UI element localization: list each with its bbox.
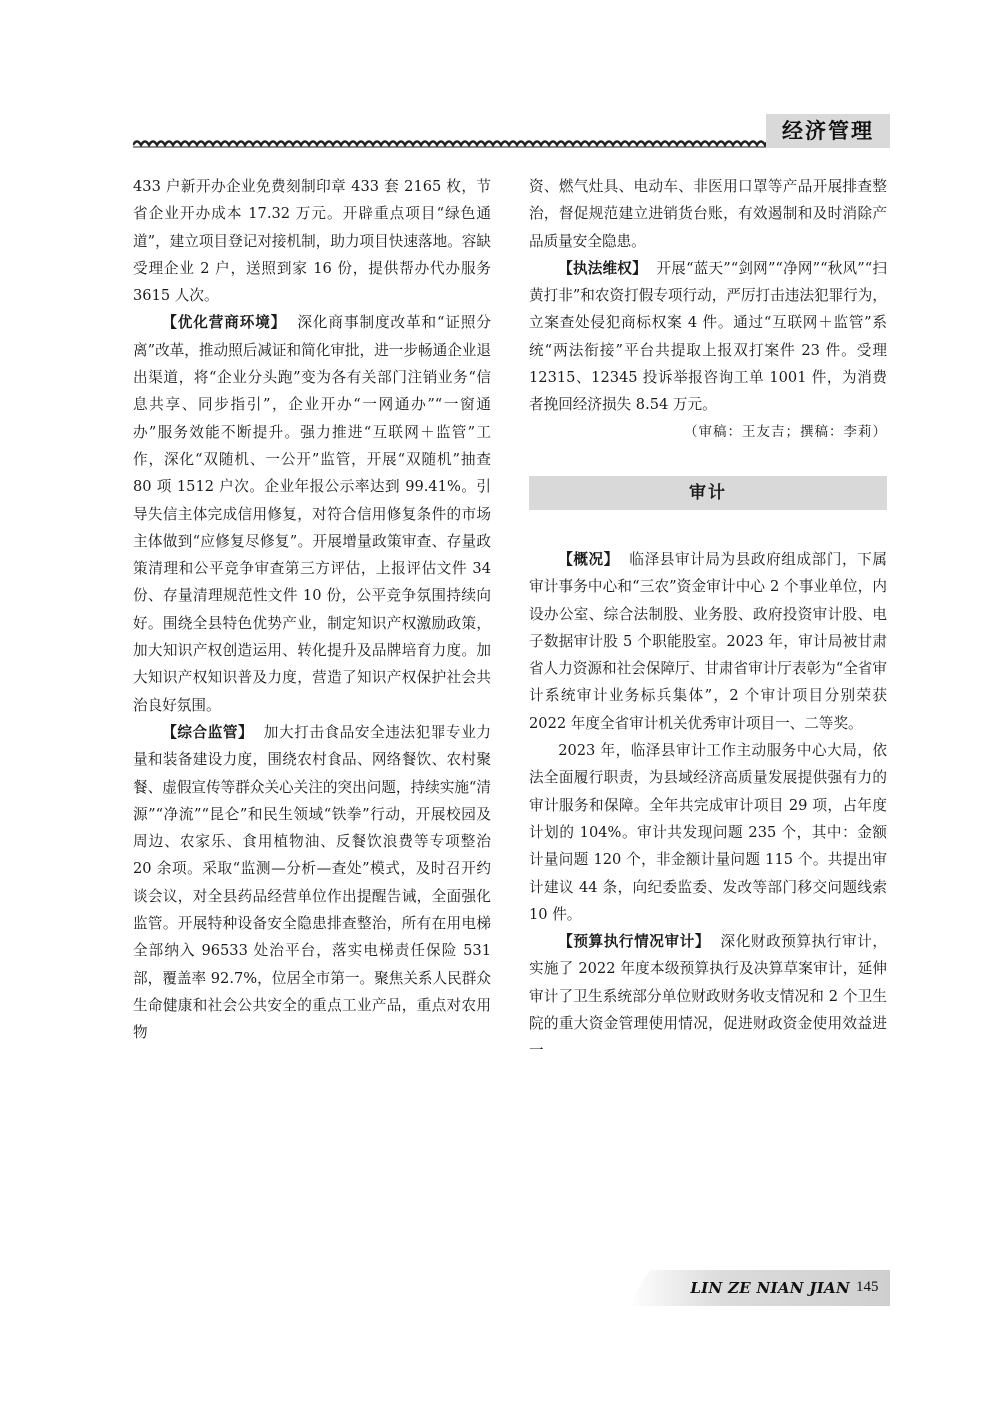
paragraph-text: 加大打击食品安全违法犯罪专业力量和装备建设力度，围绕农村食品、网络餐饮、农村聚餐、虚假宣传等群众关心关注的突出问题，持续实施“清源”“净流”“昆仑”和民生领域“铁拳”行动，开展校园及周边、农家乐、食用植物油、反餐饮浪费等专项整治 20 余项。采取“监测—分析—查处”模式，及时召开约谈会议，对全县药品经营单位作出提醒告诫，全面强化监管。开展特种设备安全隐患排查整治，所有在用电梯全部纳入 96533 处治平台，落实电梯责任保险 531 部，覆盖率 92.7%，位居全市第一。聚焦关系人民群众生命健康和社会公共安全的重点工业产品，重点对农用物 bbox=[133, 723, 491, 1042]
journal-name: LIN ZE NIAN JIAN bbox=[690, 1279, 850, 1297]
paragraph-overview bbox=[529, 546, 887, 737]
paragraph-law-enforcement bbox=[529, 255, 887, 419]
section-title-tab: 经济管理 bbox=[766, 114, 890, 148]
left-column bbox=[133, 173, 491, 1047]
paragraph-continued: 433 户新开办企业免费刻制印章 433 套 2165 枚，节省企业开办成本 17.32 万元。开辟重点项目“绿色通道”，建立项目登记对接机制，助力项目快速落地。容缺受理企业 2 户，送照到家 16 份，提供帮办代办服务 3615 人次。 bbox=[133, 178, 491, 305]
paragraph-tag: 【概况】 bbox=[558, 550, 619, 568]
paragraph-text: 开展“蓝天”“剑网”“净网”“秋风”“扫黄打非”和农资打假专项行动，严厉打击违法犯罪行为，立案查处侵犯商标权案 4 件。通过“互联网＋监管”系统“两法衔接”平台共提取上报双打案件 23 件。受理 12315、12345 投诉举报咨询工单 1001 件，为消费者挽回经济损失 8.54 万元。 bbox=[529, 259, 887, 414]
page-number: 145 bbox=[856, 1279, 879, 1295]
paragraph-tag: 【预算执行情况审计】 bbox=[558, 933, 711, 951]
paragraph-text: 临泽县审计局为县政府组成部门，下属审计事务中心和“三农”资金审计中心 2 个事业单位，内设办公室、综合法制股、业务股、政府投资审计股、电子数据审计股 5 个职能股室。2023 年，审计局被甘肃省人力资源和社会保障厅、甘肃省审计厅表彰为“全省审计系统审计业务标兵集体”，2 个审计项目分别荣获 2022 年度全省审计机关优秀审计项目一、二等奖。 bbox=[529, 550, 887, 732]
paragraph-audit-summary: 2023 年，临泽县审计工作主动服务中心大局，依法全面履行职责，为县域经济高质量发展提供强有力的审计服务和保障。全年共完成审计项目 29 项，占年度计划的 104%。审计共发现问题 235 个，其中：金额计量问题 120 个，非金额计量问题 115 个。共提出审计建议 44 条，向纪委监委、发改等部门移交问题线索 10 件。 bbox=[529, 742, 887, 923]
paragraph-tag: 【综合监管】 bbox=[162, 723, 254, 741]
section-heading-audit: 审计 bbox=[529, 476, 887, 510]
paragraph-text: 深化商事制度改革和“证照分离”改革，推动照后减证和简化审批，进一步畅通企业退出渠道，将“企业分头跑”变为各有关部门注销业务“信息共享、同步指引”，企业开办“一网通办”“一窗通办”服务效能不断提升。强力推进“互联网＋监管”工作，深化“双随机、一公开”监管，开展“双随机”抽查 80 项 1512 户次。企业年报公示率达到 99.41%。引导失信主体完成信用修复，对符合信用修复条件的市场主体做到“应修复尽修复”。开展增量政策审查、存量政策清理和公平竞争审查第三方评估，上报评估文件 34 份、存量清理规范性文件 10 份，公平竞争氛围持续向好。围绕全县特色优势产业，制定知识产权激励政策，加大知识产权创造运用、转化提升及品牌培育力度。加大知识产权知识普及力度，营造了知识产权保护社会共治良好氛围。 bbox=[133, 314, 491, 714]
paragraph-budget-audit bbox=[529, 928, 887, 1064]
paragraph-text: 深化财政预算执行审计，实施了 2022 年度本级预算执行及决算草案审计，延伸审计了卫生系统部分单位财政财务收支情况和 2 个卫生院的重大资金管理使用情况，促进财政资金使用效益进一 bbox=[529, 933, 887, 1060]
right-column bbox=[529, 173, 887, 1065]
paragraph-comprehensive-supervision bbox=[133, 719, 491, 1047]
paragraph-tag: 【优化营商环境】 bbox=[162, 314, 287, 332]
editor-credit: （审稿：王友吉；撰稿：李莉） bbox=[684, 423, 887, 440]
paragraph-continued: 资、燃气灶具、电动车、非医用口罩等产品开展排查整治，督促规范建立进销货台账，有效遏制和及时消除产品质量安全隐患。 bbox=[529, 178, 887, 250]
paragraph-tag: 【执法维权】 bbox=[558, 259, 647, 277]
paragraph-business-environment bbox=[133, 309, 491, 718]
header-wavy-rule bbox=[133, 136, 773, 150]
